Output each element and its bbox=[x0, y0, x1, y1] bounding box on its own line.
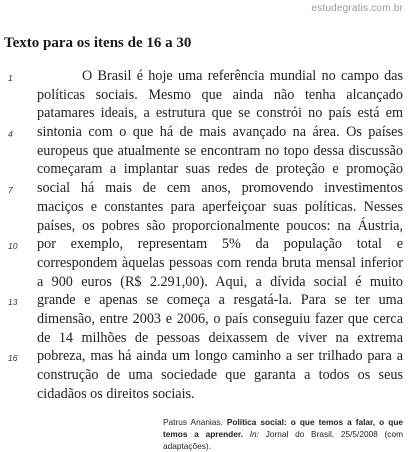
line-text: países, os pobres são proporcionalmente poucos: na Áustria, bbox=[37, 217, 403, 234]
citation-title: Política social: o que temos a falar, o que temos a aprender. bbox=[163, 417, 403, 439]
text-line bbox=[0, 67, 411, 86]
text-line bbox=[0, 291, 411, 310]
citation-in-label: In: bbox=[249, 429, 259, 439]
text-line bbox=[0, 198, 411, 217]
text-line bbox=[0, 86, 411, 105]
line-number: 13 bbox=[8, 297, 18, 308]
line-text: de 14 milhões de pessoas deixassem de viver na extrema bbox=[37, 329, 403, 346]
line-text: sintonia com o que há de mais avançado na área. Os países bbox=[37, 124, 403, 141]
line-text: por exemplo, representam 5% da população total e bbox=[37, 236, 403, 253]
line-text: cidadãos os direitos sociais. bbox=[37, 385, 195, 402]
text-line bbox=[0, 104, 411, 123]
watermark: estudegratis.com.br bbox=[311, 3, 403, 14]
text-line bbox=[0, 347, 411, 366]
text-line bbox=[0, 329, 411, 348]
line-number: 1 bbox=[8, 73, 13, 83]
text-line bbox=[0, 142, 411, 161]
line-text: políticas sociais. Mesmo que ainda não tenha alcançado bbox=[37, 86, 403, 103]
line-number: 10 bbox=[8, 241, 18, 252]
line-text: começaram a implantar suas redes de proteção e promoção bbox=[37, 161, 403, 178]
line-number: 4 bbox=[8, 129, 13, 140]
section-heading: Texto para os itens de 16 a 30 bbox=[4, 35, 192, 51]
text-line bbox=[0, 160, 411, 179]
line-number: 7 bbox=[8, 185, 13, 196]
source-citation bbox=[163, 416, 403, 452]
text-line bbox=[0, 235, 411, 254]
text-line bbox=[0, 217, 411, 236]
line-text: a 900 euros (R$ 2.291,00). Aqui, a dívida social é muito bbox=[37, 273, 403, 290]
text-line bbox=[0, 310, 411, 329]
text-line bbox=[0, 273, 411, 292]
line-text: europeus que atualmente se encontram no topo dessa discussão bbox=[37, 142, 403, 159]
line-text: patamares ideais, a estrutura que se constrói no país está em bbox=[37, 105, 403, 122]
line-text: social há mais de cem anos, promovendo investimentos bbox=[37, 180, 403, 197]
citation-author: Patrus Ananias. bbox=[163, 417, 223, 427]
text-line bbox=[0, 366, 411, 385]
text-line bbox=[0, 179, 411, 198]
line-number: 16 bbox=[8, 353, 18, 364]
line-text: maciços e constantes para aperfeiçoar suas políticas. Nesses bbox=[37, 198, 403, 215]
line-text: pobreza, mas há ainda um longo caminho a ser trilhado para a bbox=[37, 348, 403, 365]
text-line bbox=[0, 385, 411, 404]
text-line bbox=[0, 254, 411, 273]
passage-text bbox=[0, 67, 411, 403]
text-line bbox=[0, 123, 411, 142]
line-text: O Brasil é hoje uma referência mundial no campo das bbox=[82, 68, 403, 84]
line-text: construção de uma sociedade que garanta a todos os seus bbox=[37, 367, 403, 383]
line-text: correspondem àquelas pessoas com renda bruta mensal inferior bbox=[37, 254, 403, 271]
line-text: grande e apenas se começa a resgatá-la. Para se ter uma bbox=[37, 292, 403, 309]
citation-publication: Jornal do Brasil, 25/5/2008 (com adaptações). bbox=[163, 429, 403, 451]
line-text: dimensão, entre 2003 e 2006, o país conseguiu fazer que cerca bbox=[37, 310, 403, 327]
